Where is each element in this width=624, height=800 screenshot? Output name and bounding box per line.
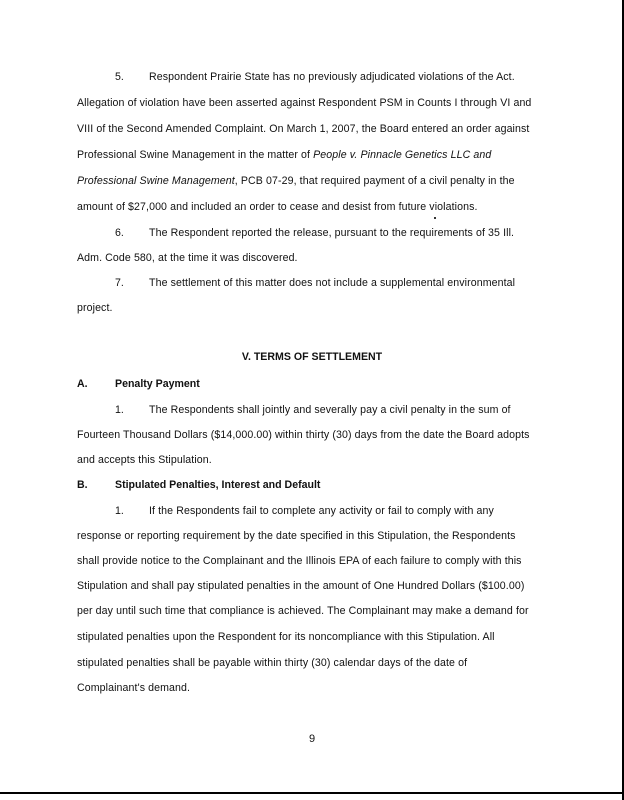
page-number: 9 [308,733,316,745]
para6-number: 6. [115,227,124,239]
subA-line-3: and accepts this Stipulation. [77,454,212,466]
para5-line-4-text: Professional Swine Management in the matter of [77,149,314,161]
para5-line-3: VIII of the Second Amended Complaint. On March 1, 2007, the Board entered an order against [77,123,530,135]
subB-line-6: stipulated penalties upon the Respondent for its noncompliance with this Stipulation. All [77,631,495,643]
subB-line-4: Stipulation and shall pay stipulated penalties in the amount of One Hundred Dollars ($100.00) [77,580,525,592]
subB-para1-number: 1. [115,505,124,517]
subB-line-8: Complainant's demand. [77,682,191,694]
section-heading: V. TERMS OF SETTLEMENT [241,351,383,363]
para5-line-1: Respondent Prairie State has no previously adjudicated violations of the Act. [149,71,515,83]
subA-para1-number: 1. [115,404,124,416]
subsection-a-letter: A. [77,378,88,390]
para6-line-1: The Respondent reported the release, pursuant to the requirements of 35 Ill. [149,227,515,239]
para5-line-4 [77,148,491,162]
scan-speck [434,217,436,219]
subB-line-5: per day until such time that compliance is achieved. The Complainant may make a demand for [77,605,529,617]
subB-line-1: If the Respondents fail to complete any activity or fail to comply with any [149,505,494,517]
para7-number: 7. [115,277,124,289]
subsection-b-title: Stipulated Penalties, Interest and Default [115,479,321,491]
para7-line-2: project. [77,302,113,314]
subA-line-2: Fourteen Thousand Dollars ($14,000.00) within thirty (30) days from the date the Board adopts [77,429,530,441]
para5-line-5-text: , PCB 07-29, that required payment of a civil penalty in the [234,175,515,187]
para5-number: 5. [115,71,124,83]
para5-line-2: Allegation of violation have been asserted against Respondent PSM in Counts I through VI and [77,97,532,109]
subsection-a-title: Penalty Payment [115,378,200,390]
subB-line-3: shall provide notice to the Complainant and the Illinois EPA of each failure to comply with this [77,555,522,567]
scan-edge-bottom [0,792,624,794]
subB-line-2: response or reporting requirement by the date specified in this Stipulation, the Respondents [77,530,516,542]
case-name-italic: People v. Pinnacle Genetics LLC and [313,149,492,161]
subsection-b-letter: B. [77,479,88,491]
para6-line-2: Adm. Code 580, at the time it was discovered. [77,252,298,264]
subA-line-1: The Respondents shall jointly and severally pay a civil penalty in the sum of [149,404,511,416]
para7-line-1: The settlement of this matter does not include a supplemental environmental [149,277,516,289]
para5-line-5 [77,174,515,188]
para5-line-6: amount of $27,000 and included an order to cease and desist from future violations. [77,201,478,213]
case-name-italic-cont: Professional Swine Management [77,175,235,187]
subB-line-7: stipulated penalties shall be payable within thirty (30) calendar days of the date of [77,657,468,669]
